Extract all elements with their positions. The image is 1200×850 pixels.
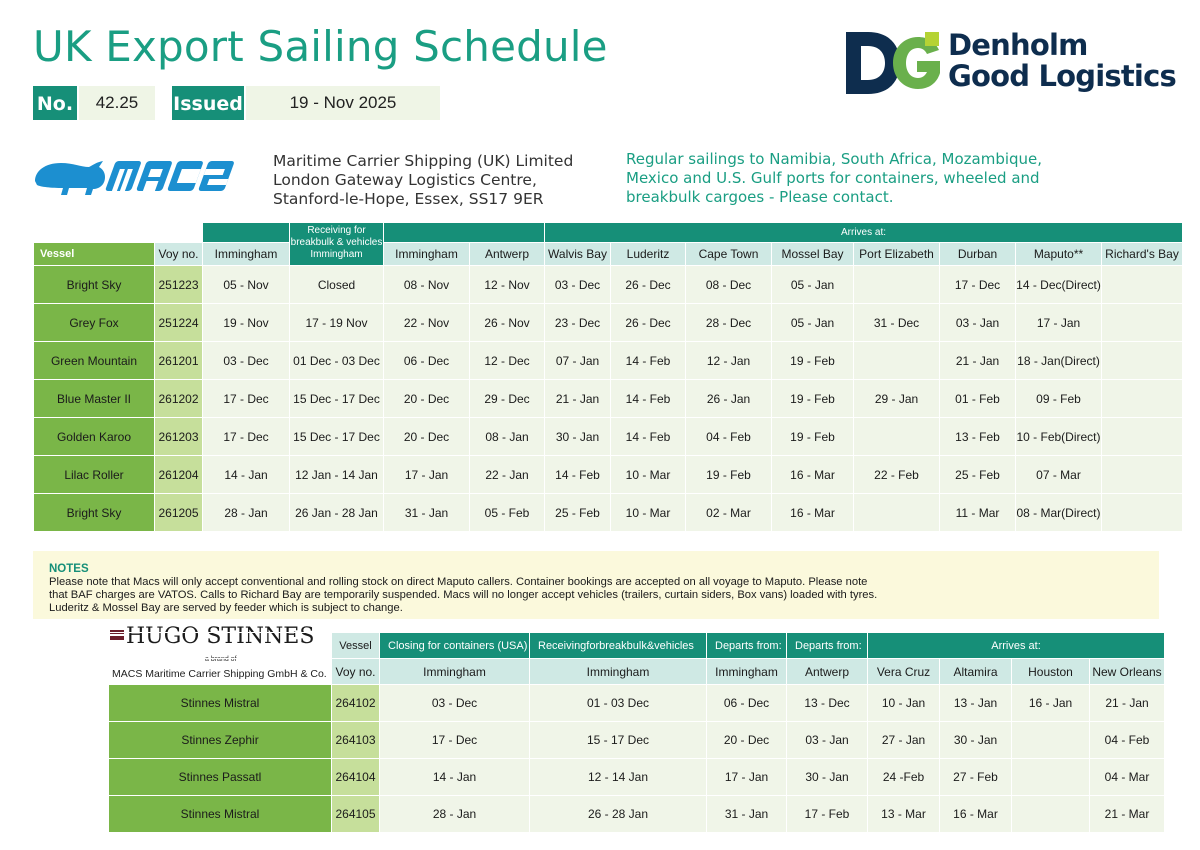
date-cell: 04 - Feb xyxy=(1090,722,1165,759)
date-cell: 19 - Feb xyxy=(772,418,854,456)
hs-column-header: Vera Cruz xyxy=(868,659,940,685)
date-cell: 16 - Jan xyxy=(1012,685,1090,722)
hs-column-header: Receivingforbreakbulk&vehicles xyxy=(530,633,707,659)
issue-number-label: No. xyxy=(33,86,77,120)
date-cell: 24 -Feb xyxy=(868,759,940,796)
issued-label: Issued xyxy=(172,86,244,120)
hs-column-header: Antwerp xyxy=(787,659,868,685)
macs-schedule-body xyxy=(34,266,1183,532)
date-cell: 31 - Jan xyxy=(384,494,470,532)
macs-logo xyxy=(33,155,248,197)
date-cell xyxy=(1012,796,1090,833)
date-cell: 19 - Nov xyxy=(203,304,290,342)
date-cell: 21 - Jan xyxy=(940,342,1016,380)
notes-line: Luderitz & Mossel Bay are served by feeder which is subject to change. xyxy=(49,602,403,614)
date-cell xyxy=(1102,380,1183,418)
date-cell: 22 - Feb xyxy=(854,456,940,494)
date-cell: 29 - Jan xyxy=(854,380,940,418)
header-cell xyxy=(203,223,290,243)
date-cell xyxy=(854,266,940,304)
hs-column-header: Immingham xyxy=(707,659,787,685)
hugo-stinnes-brand-line: a brand of xyxy=(205,656,237,663)
notes-line: that BAF charges are VATOS. Calls to Richard Bay are temporarily suspended. Macs will no longer accept vehicles (trailers, curtain siders, Box vans) loaded with tyres. xyxy=(49,589,878,601)
date-cell: 30 - Jan xyxy=(787,759,868,796)
date-cell: 25 - Feb xyxy=(940,456,1016,494)
header-spacer xyxy=(109,659,332,685)
date-cell: 16 - Mar xyxy=(772,456,854,494)
date-cell: 28 - Jan xyxy=(380,796,530,833)
date-cell xyxy=(1102,342,1183,380)
voyage-number: 261201 xyxy=(155,342,203,380)
column-header: Luderitz xyxy=(611,243,686,266)
voyage-number: 251224 xyxy=(155,304,203,342)
date-cell: 17 - Jan xyxy=(384,456,470,494)
date-cell: 05 - Jan xyxy=(772,266,854,304)
hugo-stinnes-schedule-body xyxy=(109,685,1165,833)
date-cell: 20 - Dec xyxy=(384,380,470,418)
date-cell: 17 - Jan xyxy=(707,759,787,796)
address-line: Maritime Carrier Shipping (UK) Limited xyxy=(273,152,574,170)
date-cell xyxy=(1102,304,1183,342)
date-cell: 04 - Mar xyxy=(1090,759,1165,796)
date-cell xyxy=(1102,266,1183,304)
date-cell: 14 - Dec(Direct) xyxy=(1016,266,1102,304)
notes-box xyxy=(33,551,1159,619)
vessel-name: Stinnes Mistral xyxy=(109,796,332,833)
table-row xyxy=(109,759,1165,796)
date-cell: 14 - Feb xyxy=(611,380,686,418)
date-cell xyxy=(1102,494,1183,532)
hugo-stinnes-schedule-table xyxy=(108,632,1165,833)
date-cell: 15 Dec - 17 Dec xyxy=(290,418,384,456)
column-header: Richard's Bay xyxy=(1102,243,1183,266)
date-cell: 22 - Nov xyxy=(384,304,470,342)
date-cell: 05 - Nov xyxy=(203,266,290,304)
service-tagline: Regular sailings to Namibia, South Africa, Mozambique, Mexico and U.S. Gulf ports for containers, wheeled and breakbulk cargoes - Please contact. xyxy=(626,150,1043,206)
date-cell: 09 - Feb xyxy=(1016,380,1102,418)
vessel-name: Grey Fox xyxy=(34,304,155,342)
vessel-name: Stinnes Zephir xyxy=(109,722,332,759)
column-header: Mossel Bay xyxy=(772,243,854,266)
hs-column-header-voy: Voy no. xyxy=(332,659,380,685)
voyage-number: 261205 xyxy=(155,494,203,532)
date-cell: 03 - Dec xyxy=(545,266,611,304)
date-cell: 01 Dec - 03 Dec xyxy=(290,342,384,380)
date-cell: 01 - Feb xyxy=(940,380,1016,418)
date-cell: 08 - Dec xyxy=(686,266,772,304)
notes-title: NOTES xyxy=(49,563,89,575)
table-row xyxy=(34,494,1183,532)
date-cell xyxy=(1102,456,1183,494)
date-cell: 29 - Dec xyxy=(470,380,545,418)
date-cell: 26 - Nov xyxy=(470,304,545,342)
date-cell: 21 - Jan xyxy=(1090,685,1165,722)
header-spacer xyxy=(109,633,332,659)
date-cell: 14 - Jan xyxy=(380,759,530,796)
hs-header-top xyxy=(109,633,1165,659)
date-cell: 16 - Mar xyxy=(772,494,854,532)
column-header: Cape Town xyxy=(686,243,772,266)
column-header: Maputo** xyxy=(1016,243,1102,266)
table-header-top xyxy=(34,223,1183,243)
date-cell: 26 - 28 Jan xyxy=(530,796,707,833)
address-line: London Gateway Logistics Centre, xyxy=(273,171,537,189)
table-row xyxy=(34,304,1183,342)
date-cell: 31 - Jan xyxy=(707,796,787,833)
date-cell: 10 - Mar xyxy=(611,494,686,532)
date-cell: 14 - Jan xyxy=(203,456,290,494)
table-header-columns xyxy=(34,243,1183,266)
arrives-at-header: Arrives at: xyxy=(545,223,1183,243)
voyage-number: 264104 xyxy=(332,759,380,796)
table-row xyxy=(34,418,1183,456)
date-cell: 26 - Dec xyxy=(611,304,686,342)
date-cell: 13 - Dec xyxy=(787,685,868,722)
date-cell: 03 - Jan xyxy=(787,722,868,759)
column-header-voy: Voy no. xyxy=(155,243,203,266)
table-row xyxy=(34,380,1183,418)
date-cell: 19 - Feb xyxy=(686,456,772,494)
date-cell: 06 - Dec xyxy=(707,685,787,722)
date-cell: 15 Dec - 17 Dec xyxy=(290,380,384,418)
date-cell: 28 - Dec xyxy=(686,304,772,342)
brand-name-line1: Denholm xyxy=(948,28,1088,62)
vessel-name: Stinnes Mistral xyxy=(109,685,332,722)
date-cell: 06 - Dec xyxy=(384,342,470,380)
date-cell: 01 - 03 Dec xyxy=(530,685,707,722)
date-cell: 10 - Mar xyxy=(611,456,686,494)
hs-column-header: Houston xyxy=(1012,659,1090,685)
macs-schedule-table xyxy=(33,222,1183,532)
date-cell: 05 - Jan xyxy=(772,304,854,342)
hs-column-header: New Orleans xyxy=(1090,659,1165,685)
date-cell: 17 - Feb xyxy=(787,796,868,833)
date-cell: 10 - Jan xyxy=(868,685,940,722)
date-cell: 12 - Dec xyxy=(470,342,545,380)
date-cell: 10 - Feb(Direct) xyxy=(1016,418,1102,456)
date-cell: 02 - Mar xyxy=(686,494,772,532)
column-header: Antwerp xyxy=(470,243,545,266)
column-header: Walvis Bay xyxy=(545,243,611,266)
vessel-name: Lilac Roller xyxy=(34,456,155,494)
vessel-name: Stinnes Passatl xyxy=(109,759,332,796)
hs-header-sub xyxy=(109,659,1165,685)
date-cell: 17 - 19 Nov xyxy=(290,304,384,342)
date-cell: 26 - Jan xyxy=(686,380,772,418)
date-cell: 12 Jan - 14 Jan xyxy=(290,456,384,494)
date-cell: 21 - Mar xyxy=(1090,796,1165,833)
date-cell: 15 - 17 Dec xyxy=(530,722,707,759)
hs-column-header-vessel: Vessel xyxy=(332,633,380,659)
date-cell: 22 - Jan xyxy=(470,456,545,494)
date-cell: 18 - Jan(Direct) xyxy=(1016,342,1102,380)
hs-column-header: Immingham xyxy=(530,659,707,685)
date-cell: 16 - Mar xyxy=(940,796,1012,833)
table-row xyxy=(109,685,1165,722)
page-title: UK Export Sailing Schedule xyxy=(33,22,608,71)
date-cell: 20 - Dec xyxy=(707,722,787,759)
address-line: Stanford-le-Hope, Essex, SS17 9ER xyxy=(273,190,544,208)
voyage-number: 264103 xyxy=(332,722,380,759)
hugo-stinnes-logo-text: HUGO STINNES xyxy=(126,624,315,649)
date-cell: 26 - Dec xyxy=(611,266,686,304)
vessel-name: Golden Karoo xyxy=(34,418,155,456)
date-cell: 17 - Dec xyxy=(203,380,290,418)
date-cell: 03 - Dec xyxy=(380,685,530,722)
date-cell: 25 - Feb xyxy=(545,494,611,532)
voyage-number: 261203 xyxy=(155,418,203,456)
table-row xyxy=(109,796,1165,833)
voyage-number: 261202 xyxy=(155,380,203,418)
column-header: Port Elizabeth xyxy=(854,243,940,266)
voyage-number: 251223 xyxy=(155,266,203,304)
date-cell: 07 - Jan xyxy=(545,342,611,380)
date-cell xyxy=(854,494,940,532)
hugo-stinnes-company: MACS Maritime Carrier Shipping GmbH & Co. xyxy=(112,668,327,680)
receiving-header: Receiving for breakbulk & vehicles Immingham xyxy=(290,223,384,266)
date-cell: 23 - Dec xyxy=(545,304,611,342)
issued-date-value: 19 - Nov 2025 xyxy=(246,86,440,120)
date-cell: 19 - Feb xyxy=(772,380,854,418)
hs-column-header: Departs from: xyxy=(707,633,787,659)
vessel-name: Green Mountain xyxy=(34,342,155,380)
date-cell: 12 - 14 Jan xyxy=(530,759,707,796)
date-cell: 14 - Feb xyxy=(611,342,686,380)
date-cell xyxy=(854,418,940,456)
notes-line: Please note that Macs will only accept conventional and rolling stock on direct Maputo callers. Container bookings are accepted on all voyage to Maputo. Please note xyxy=(49,576,868,588)
column-header: Durban xyxy=(940,243,1016,266)
vessel-name: Bright Sky xyxy=(34,266,155,304)
table-row xyxy=(34,456,1183,494)
date-cell: 13 - Feb xyxy=(940,418,1016,456)
date-cell: 20 - Dec xyxy=(384,418,470,456)
table-row xyxy=(109,722,1165,759)
vessel-name: Blue Master II xyxy=(34,380,155,418)
voyage-number: 264105 xyxy=(332,796,380,833)
date-cell: 03 - Jan xyxy=(940,304,1016,342)
date-cell: 08 - Jan xyxy=(470,418,545,456)
date-cell: 08 - Nov xyxy=(384,266,470,304)
date-cell: 17 - Dec xyxy=(940,266,1016,304)
date-cell xyxy=(1012,722,1090,759)
date-cell: 17 - Jan xyxy=(1016,304,1102,342)
column-header: Immingham xyxy=(384,243,470,266)
date-cell: 17 - Dec xyxy=(380,722,530,759)
date-cell: 19 - Feb xyxy=(772,342,854,380)
date-cell: 31 - Dec xyxy=(854,304,940,342)
date-cell: 30 - Jan xyxy=(940,722,1012,759)
date-cell: 13 - Mar xyxy=(868,796,940,833)
date-cell: 21 - Jan xyxy=(545,380,611,418)
header-cell xyxy=(384,223,545,243)
date-cell: 14 - Feb xyxy=(545,456,611,494)
hs-arrives-at-header: Arrives at: xyxy=(868,633,1165,659)
hs-column-header: Immingham xyxy=(380,659,530,685)
date-cell: 12 - Jan xyxy=(686,342,772,380)
voyage-number: 264102 xyxy=(332,685,380,722)
date-cell: 27 - Jan xyxy=(868,722,940,759)
hs-column-header: Altamira xyxy=(940,659,1012,685)
date-cell xyxy=(1102,418,1183,456)
hs-column-header: Departs from: xyxy=(787,633,868,659)
date-cell xyxy=(854,342,940,380)
date-cell: 17 - Dec xyxy=(203,418,290,456)
date-cell: 04 - Feb xyxy=(686,418,772,456)
table-row xyxy=(34,266,1183,304)
table-row xyxy=(34,342,1183,380)
brand-name-line2: Good Logistics xyxy=(948,59,1176,93)
date-cell: 12 - Nov xyxy=(470,266,545,304)
date-cell: 11 - Mar xyxy=(940,494,1016,532)
date-cell: 30 - Jan xyxy=(545,418,611,456)
date-cell xyxy=(1012,759,1090,796)
date-cell: 08 - Mar(Direct) xyxy=(1016,494,1102,532)
column-header-vessel: Vessel xyxy=(34,243,155,266)
hs-column-header: Closing for containers (USA) xyxy=(380,633,530,659)
date-cell: 27 - Feb xyxy=(940,759,1012,796)
voyage-number: 261204 xyxy=(155,456,203,494)
date-cell: 26 Jan - 28 Jan xyxy=(290,494,384,532)
date-cell: 05 - Feb xyxy=(470,494,545,532)
vessel-name: Bright Sky xyxy=(34,494,155,532)
date-cell: 13 - Jan xyxy=(940,685,1012,722)
issue-number-value: 42.25 xyxy=(79,86,155,120)
brand-name xyxy=(948,30,1176,92)
date-cell: 03 - Dec xyxy=(203,342,290,380)
header-spacer xyxy=(34,223,203,243)
date-cell: 14 - Feb xyxy=(611,418,686,456)
date-cell: 28 - Jan xyxy=(203,494,290,532)
macs-address xyxy=(273,152,573,209)
date-cell: 07 - Mar xyxy=(1016,456,1102,494)
date-cell: Closed xyxy=(290,266,384,304)
column-header: Immingham xyxy=(203,243,290,266)
